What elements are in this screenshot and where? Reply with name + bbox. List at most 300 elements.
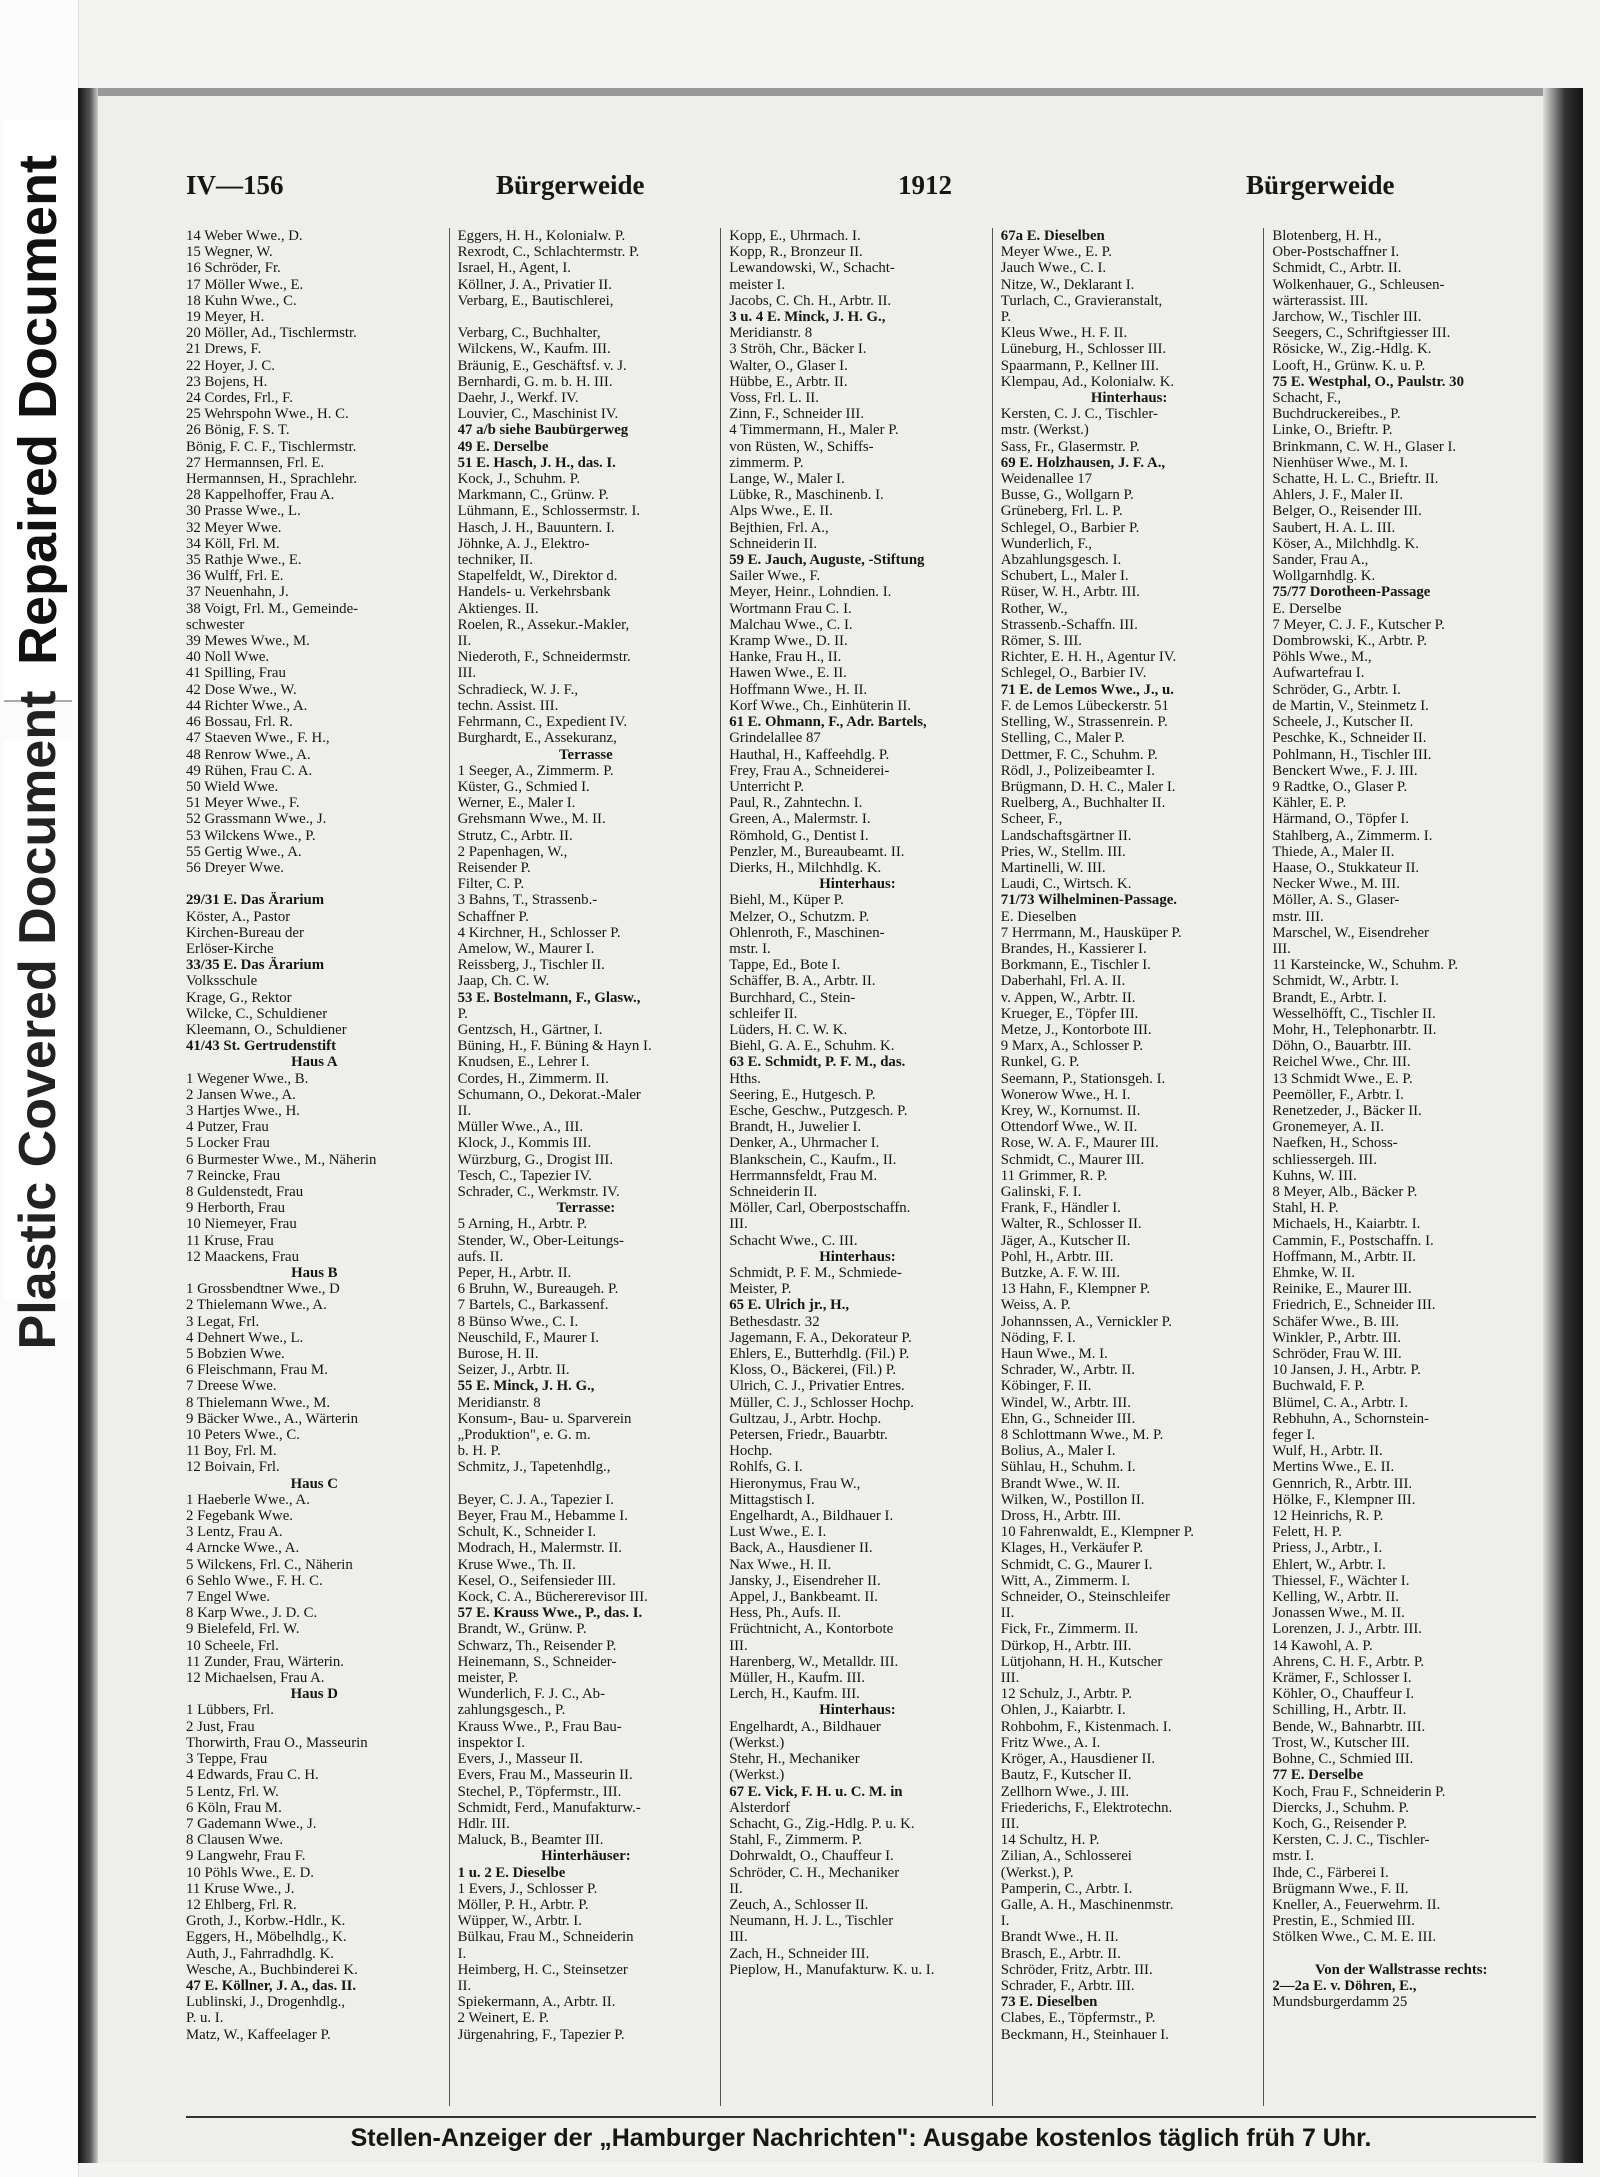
directory-entry: 48 Renrow Wwe., A. xyxy=(186,746,311,763)
directory-entry: Beyer, Frau M., Hebamme I. xyxy=(457,1508,628,1525)
directory-entry: Galle, A. H., Maschinenmstr. xyxy=(1000,1896,1174,1913)
directory-entry: Strutz, C., Arbtr. II. xyxy=(457,827,573,844)
directory-entry: 59 E. Jauch, Auguste, -Stiftung xyxy=(729,552,925,569)
directory-entry: 11 Kruse Wwe., J. xyxy=(186,1880,295,1897)
directory-entry: Stelling, W., Strassenrein. P. xyxy=(1000,714,1168,731)
directory-entry: Jarchow, W., Tischler III. xyxy=(1272,309,1422,326)
page-right-edge xyxy=(1543,88,1583,2163)
directory-entry: Denker, A., Uhrmacher I. xyxy=(729,1135,880,1152)
directory-entry: Marschel, W., Eisendreher xyxy=(1272,924,1429,941)
directory-entry: 55 Gertig Wwe., A. xyxy=(186,843,302,860)
directory-entry: Lühmann, E., Schlossermstr. I. xyxy=(457,503,641,520)
directory-entry xyxy=(458,1476,715,1492)
directory-entry: Thiede, A., Maler II. xyxy=(1272,843,1395,860)
directory-entry: Pohl, H., Arbtr. III. xyxy=(1000,1248,1114,1265)
directory-entry: 52 Grassmann Wwe., J. xyxy=(186,811,327,828)
directory-entry: Biehl, M., Küper P. xyxy=(729,892,844,909)
directory-entry: Penzler, M., Bureaubeamt. II. xyxy=(729,843,905,860)
directory-entry: Krueger, E., Töpfer III. xyxy=(1000,1005,1139,1022)
sidebar-margin xyxy=(0,0,79,2177)
directory-entry: Römhold, G., Dentist I. xyxy=(729,827,869,844)
directory-entry: Evers, Frau M., Masseurin II. xyxy=(457,1767,633,1784)
plastic-covered-tag xyxy=(4,690,72,1350)
directory-entry: II. xyxy=(1000,1605,1015,1622)
page-header xyxy=(186,170,1536,210)
directory-entry: wärterassist. III. xyxy=(1272,292,1369,309)
directory-entry: E. Dieselben xyxy=(1000,908,1077,925)
directory-entry: mstr. I. xyxy=(729,940,771,957)
directory-entry: Köster, A., Pastor xyxy=(186,908,291,925)
directory-entry: Schult, K., Schneider I. xyxy=(457,1524,597,1541)
directory-entry: Buchdruckereibes., P. xyxy=(1272,406,1401,423)
directory-entry: (Werkst.) xyxy=(729,1734,785,1751)
directory-entry: Dombrowski, K., Arbtr. P. xyxy=(1272,633,1427,650)
directory-entry: Bohne, C., Schmied III. xyxy=(1272,1751,1414,1768)
directory-entry: Blümel, C. A., Arbtr. I. xyxy=(1272,1394,1409,1411)
directory-entry: Stender, W., Ober-Leitungs- xyxy=(457,1232,624,1249)
directory-entry: aufs. II. xyxy=(457,1248,504,1265)
directory-entry: Nöding, F. I. xyxy=(1000,1329,1076,1346)
directory-entry: Verbarg, C., Buchhalter, xyxy=(457,325,601,342)
directory-entry: Sühlau, H., Schuhm. I. xyxy=(1000,1459,1136,1476)
directory-entry: 11 Karsteincke, W., Schuhm. P. xyxy=(1272,957,1459,974)
directory-entry: „Produktion", e. G. m. xyxy=(457,1427,591,1444)
directory-entry: 12 Heinrichs, R. P. xyxy=(1272,1508,1384,1525)
directory-entry: 14 Schultz, H. P. xyxy=(1000,1832,1100,1849)
directory-entry: Haus C xyxy=(290,1475,338,1492)
directory-entry: 57 E. Krauss Wwe., P., das. I. xyxy=(457,1605,643,1622)
directory-entry: 3 Legat, Frl. xyxy=(186,1313,260,1330)
directory-entry: Schrader, C., Werkmstr. IV. xyxy=(457,1183,620,1200)
directory-entry: Amelow, W., Maurer I. xyxy=(457,940,595,957)
directory-entry: 8 Guldenstedt, Frau xyxy=(186,1183,304,1200)
directory-entry: Wüpper, W., Arbtr. I. xyxy=(457,1913,582,1930)
directory-entry: Schmidt, Ferd., Manufakturw.- xyxy=(457,1799,641,1816)
directory-entry: Galinski, F. I. xyxy=(1000,1183,1082,1200)
directory-entry: inspektor I. xyxy=(457,1734,525,1751)
directory-entry: Gultzau, J., Arbtr. Hochp. xyxy=(729,1410,882,1427)
directory-entry: 51 E. Hasch, J. H., das. I. xyxy=(457,454,616,471)
directory-entry: 53 E. Bostelmann, F., Glasw., xyxy=(457,989,641,1006)
directory-entry: Louvier, C., Maschinist IV. xyxy=(457,406,619,423)
directory-entry: Cammin, F., Postschaffn. I. xyxy=(1272,1232,1434,1249)
directory-entry: 13 Schmidt Wwe., E. P. xyxy=(1272,1070,1413,1087)
directory-entry: 7 Reincke, Frau xyxy=(186,1167,281,1184)
directory-entry: Rebhuhn, A., Schornstein- xyxy=(1272,1410,1429,1427)
directory-entry: 51 Meyer Wwe., F. xyxy=(186,795,300,812)
column-3 xyxy=(729,228,993,2106)
directory-entry: Jöhnke, A. J., Elektro- xyxy=(457,535,590,552)
directory-entry: Schröder, Fritz, Arbtr. III. xyxy=(1000,1961,1153,1978)
directory-entry: Engelhardt, A., Bildhauer I. xyxy=(729,1508,894,1525)
directory-entry: Michaels, H., Kaiarbtr. I. xyxy=(1272,1216,1421,1233)
directory-entry: Pieplow, H., Manufakturw. K. u. I. xyxy=(729,1961,935,1978)
directory-entry: Buchwald, F. P. xyxy=(1272,1378,1365,1395)
footer-advert: Stellen-Anzeiger der „Hamburger Nachrichten": Ausgabe kostenlos täglich früh 7 Uhr. xyxy=(350,2124,1372,2152)
directory-entry: Müller Wwe., A., III. xyxy=(457,1119,584,1136)
directory-entry: Laudi, C., Wirtsch. K. xyxy=(1000,876,1132,893)
directory-entry: techniker, II. xyxy=(457,552,534,569)
directory-entry: 2 Fegebank Wwe. xyxy=(186,1508,293,1525)
directory-entry: Jonassen Wwe., M. II. xyxy=(1272,1605,1405,1622)
directory-entry: 25 Wehrspohn Wwe., H. C. xyxy=(186,406,349,423)
directory-entry: Kock, J., Schuhm. P. xyxy=(457,471,581,488)
directory-entry: Hths. xyxy=(729,1070,761,1087)
directory-entry: Schacht Wwe., C. III. xyxy=(729,1232,858,1249)
directory-entry: Stelling, C., Maler P. xyxy=(1000,730,1125,747)
directory-entry: mstr. I. xyxy=(1272,1848,1314,1865)
directory-entry: Kopp, R., Bronzeur II. xyxy=(729,244,863,261)
directory-entry: Hauthal, H., Kaffeehdlg. P. xyxy=(729,746,890,763)
directory-entry: Krage, G., Rektor xyxy=(186,989,292,1006)
directory-entry: Wulf, H., Arbtr. II. xyxy=(1272,1443,1383,1460)
directory-entry: II. xyxy=(457,1102,472,1119)
directory-entry: Gennrich, R., Arbtr. III. xyxy=(1272,1475,1413,1492)
directory-entry: Rexrodt, C., Schlachtermstr. P. xyxy=(457,244,640,261)
directory-entry: Jauch Wwe., C. I. xyxy=(1000,260,1107,277)
directory-entry: 24 Cordes, Frl., F. xyxy=(186,390,293,407)
directory-entry: 8 Bünso Wwe., C. I. xyxy=(457,1313,579,1330)
directory-entry: Felett, H. P. xyxy=(1272,1524,1342,1541)
directory-entry: 6 Fleischmann, Frau M. xyxy=(186,1362,328,1379)
directory-entry: 30 Prasse Wwe., L. xyxy=(186,503,301,520)
directory-entry: 33/35 E. Das Ärarium xyxy=(186,957,325,974)
directory-entry: Hölke, F., Klempner III. xyxy=(1272,1491,1416,1508)
directory-entry: v. Appen, W., Arbtr. II. xyxy=(1000,989,1136,1006)
directory-entry: Küster, G., Schmied I. xyxy=(457,778,590,795)
directory-entry: Verbarg, E., Bautischlerei, xyxy=(457,292,614,309)
directory-entry: Diercks, J., Schuhm. P. xyxy=(1272,1799,1409,1816)
directory-entry: Haus B xyxy=(291,1265,338,1281)
directory-entry: 4 Edwards, Frau C. H. xyxy=(186,1767,319,1784)
directory-entry: Zach, H., Schneider III. xyxy=(729,1945,870,1962)
directory-entry: Hoffmann Wwe., H. II. xyxy=(729,681,868,698)
directory-entry: Eggers, H., Möbelhdlg., K. xyxy=(186,1929,347,1946)
directory-entry: Lerch, H., Kaufm. III. xyxy=(729,1686,860,1703)
directory-entry: Lange, W., Maler I. xyxy=(729,471,845,488)
directory-entry: P. u. I. xyxy=(186,2010,224,2027)
directory-entry: P. xyxy=(1000,309,1012,326)
directory-entry: 12 Schulz, J., Arbtr. P. xyxy=(1000,1686,1132,1703)
street-name-left: Bürgerweide xyxy=(496,170,645,200)
directory-entry: III. xyxy=(729,1637,748,1654)
directory-entry: Sander, Frau A., xyxy=(1272,552,1369,569)
directory-entry: Kruse Wwe., Th. II. xyxy=(457,1556,576,1573)
directory-entry: I. xyxy=(457,1945,467,1962)
directory-entry: Müller, H., Kaufm. III. xyxy=(729,1670,866,1687)
directory-entry: Stölken Wwe., C. M. E. III. xyxy=(1272,1929,1437,1946)
directory-entry: Biehl, G. A. E., Schuhm. K. xyxy=(729,1038,895,1055)
directory-entry: Koch, Frau F., Schneiderin P. xyxy=(1272,1783,1446,1800)
page-number: IV—156 xyxy=(186,170,284,200)
directory-entry: Ahlers, J. F., Maler II. xyxy=(1272,487,1404,504)
directory-entry: von Rüsten, W., Schiffs- xyxy=(729,438,874,455)
directory-entry: Jagemann, F. A., Dekorateur P. xyxy=(729,1329,912,1346)
directory-entry: Winkler, P., Arbtr. III. xyxy=(1272,1329,1402,1346)
directory-entry: Brandt, W., Grünw. P. xyxy=(457,1621,587,1638)
directory-entry: 13 Hahn, F., Klempner P. xyxy=(1000,1281,1151,1298)
directory-entry: 12 Boivain, Frl. xyxy=(186,1459,280,1476)
directory-entry: Brügmann Wwe., F. II. xyxy=(1272,1880,1409,1897)
directory-entry: 6 Köln, Frau M. xyxy=(186,1799,282,1816)
directory-entry: 37 Neuenhahn, J. xyxy=(186,584,289,601)
directory-entry: Evers, J., Masseur II. xyxy=(457,1751,583,1768)
directory-entry: Daehr, J., Werkf. IV. xyxy=(457,390,579,407)
directory-entry: 26 Bönig, F. S. T. xyxy=(186,422,290,439)
directory-entry: Reinike, E., Maurer III. xyxy=(1272,1281,1412,1298)
directory-entry: Schneiderin II. xyxy=(729,535,818,552)
directory-entry: 14 Weber Wwe., D. xyxy=(186,228,303,244)
directory-entry: Haase, O., Stukkateur II. xyxy=(1272,859,1420,876)
directory-entry: Bejthien, Frl. A., xyxy=(729,519,829,536)
directory-entry: 46 Bossau, Frl. R. xyxy=(186,714,293,731)
directory-entry: Schröder, C. H., Mechaniker xyxy=(729,1864,900,1881)
directory-entry: Lorenzen, J. J., Arbtr. III. xyxy=(1272,1621,1422,1638)
directory-entry: Lübke, R., Maschinenb. I. xyxy=(729,487,884,504)
directory-entry: 67 E. Vick, F. H. u. C. M. in xyxy=(729,1783,903,1800)
column-4 xyxy=(1001,228,1265,2106)
directory-entry: 10 Jansen, J. H., Arbtr. P. xyxy=(1272,1362,1421,1379)
directory-entry: Zilian, A., Schlosserei xyxy=(1000,1848,1132,1865)
directory-entry: Israel, H., Agent, I. xyxy=(457,260,572,277)
directory-entry: Wortmann Frau C. I. xyxy=(729,600,852,617)
directory-entry: Stehr, H., Mechaniker xyxy=(729,1751,860,1768)
directory-entry: 11 Kruse, Frau xyxy=(186,1232,274,1249)
directory-entry: Möller, Carl, Oberpostschaffn. xyxy=(729,1200,911,1217)
directory-entry: Hochp. xyxy=(729,1443,773,1460)
directory-entry: Fritz Wwe., A. I. xyxy=(1000,1734,1101,1751)
directory-entry: 1 Grossbendtner Wwe., D xyxy=(186,1281,340,1298)
directory-entry: Hdlr. III. xyxy=(457,1815,510,1832)
directory-entry: Hieronymus, Frau W., xyxy=(729,1475,861,1492)
directory-entry: Mertins Wwe., E. II. xyxy=(1272,1459,1395,1476)
directory-entry: Priess, J., Arbtr., I. xyxy=(1272,1540,1383,1557)
directory-entry: Renetzeder, J., Bäcker II. xyxy=(1272,1102,1422,1119)
directory-entry: 1 Wegener Wwe., B. xyxy=(186,1070,309,1087)
directory-entry: Klages, H., Verkäufer P. xyxy=(1000,1540,1144,1557)
footer-rule xyxy=(186,2116,1536,2118)
directory-entry: Lewandowski, W., Schacht- xyxy=(729,260,895,277)
directory-entry: Reichel Wwe., Chr. III. xyxy=(1272,1054,1411,1071)
directory-entry: Grehsmann Wwe., M. II. xyxy=(457,811,606,828)
directory-entry: Kramp Wwe., D. II. xyxy=(729,633,848,650)
directory-entry: techn. Assist. III. xyxy=(457,697,559,714)
directory-entry: 73 E. Dieselben xyxy=(1000,1994,1098,2011)
directory-entry: Stechel, P., Töpfermstr., III. xyxy=(457,1783,622,1800)
directory-entry: Dohrwaldt, O., Chauffeur I. xyxy=(729,1848,894,1865)
directory-entry: 10 Fahrenwaldt, E., Klempner P. xyxy=(1000,1524,1194,1541)
directory-entry: Roelen, R., Assekur.-Makler, xyxy=(457,616,630,633)
directory-entry: 55 E. Minck, J. H. G., xyxy=(457,1378,595,1395)
directory-entry: Pamperin, C., Arbtr. I. xyxy=(1000,1880,1133,1897)
directory-entry: Kleus Wwe., H. F. II. xyxy=(1000,325,1128,342)
directory-entry: 9 Bielefeld, Frl. W. xyxy=(186,1621,300,1638)
directory-entry: 10 Pöhls Wwe., E. D. xyxy=(186,1864,314,1881)
directory-entry: Spiekermann, A., Arbtr. II. xyxy=(457,1994,616,2011)
directory-entry: Kuhns, W. III. xyxy=(1272,1167,1357,1184)
directory-entry: 7 Dreese Wwe. xyxy=(186,1378,277,1395)
directory-entry: Beckmann, H., Steinhauer I. xyxy=(1000,2026,1169,2043)
directory-entry: feger I. xyxy=(1272,1427,1316,1444)
directory-entry: Rösicke, W., Zig.-Hdlg. K. xyxy=(1272,341,1432,358)
directory-entry: Krämer, F., Schlosser I. xyxy=(1272,1670,1412,1687)
directory-entry: Linke, O., Brieftr. P. xyxy=(1272,422,1393,439)
directory-entry: Frank, F., Händler I. xyxy=(1000,1200,1121,1217)
directory-entry: Erlöser-Kirche xyxy=(186,940,274,957)
directory-entry: Borkmann, E., Tischler I. xyxy=(1000,957,1151,974)
directory-entry: Hinterhäuser: xyxy=(541,1848,631,1865)
directory-entry: Green, A., Malermstr. I. xyxy=(729,811,871,828)
directory-entry: 4 Timmermann, H., Maler P. xyxy=(729,422,899,439)
directory-entry: Zinn, F., Schneider III. xyxy=(729,406,865,423)
scanned-page xyxy=(78,88,1583,2163)
directory-entry: Köhler, O., Chauffeur I. xyxy=(1272,1686,1415,1703)
directory-entry: Butzke, A. F. W. III. xyxy=(1000,1265,1121,1281)
directory-entry: Necker Wwe., M. III. xyxy=(1272,876,1400,893)
page-top-edge xyxy=(78,88,1583,96)
directory-entry: Hinterhaus: xyxy=(819,1702,896,1719)
directory-entry: Scheele, J., Kutscher II. xyxy=(1272,714,1414,731)
directory-entry: Schilling, H., Arbtr. II. xyxy=(1272,1702,1407,1719)
directory-entry: Paul, R., Zahntechn. I. xyxy=(729,795,863,812)
directory-entry: Wonerow Wwe., H. I. xyxy=(1000,1086,1131,1103)
directory-entry: Hübbe, E., Arbtr. II. xyxy=(729,373,848,390)
directory-entry: 2 Weinert, E. P. xyxy=(457,2010,550,2027)
directory-entry: 56 Dreyer Wwe. xyxy=(186,859,284,876)
directory-entry: Daberhahl, Frl. A. II. xyxy=(1000,973,1126,990)
directory-entry: Hermannsen, H., Sprachlehr. xyxy=(186,471,357,488)
directory-entry: II. xyxy=(729,1880,743,1897)
directory-entry: Köbinger, F. II. xyxy=(1000,1378,1092,1395)
directory-entry: III. xyxy=(729,1929,748,1946)
directory-entry: Brandt Wwe., H. II. xyxy=(1000,1929,1119,1946)
directory-entry: Weidenallee 17 xyxy=(1000,471,1093,488)
directory-entry: Schaffner P. xyxy=(457,908,529,925)
directory-entry: 20 Möller, Ad., Tischlermstr. xyxy=(186,325,357,342)
directory-entry: Blotenberg, H. H., xyxy=(1272,228,1382,244)
directory-entry: 41/43 St. Gertrudenstift xyxy=(186,1038,337,1055)
directory-entry: 10 Scheele, Frl. xyxy=(186,1637,279,1654)
directory-entry: Aktienges. II. xyxy=(457,600,539,617)
directory-entry: Pöhls Wwe., M., xyxy=(1272,649,1372,666)
directory-entry: Gentzsch, H., Gärtner, I. xyxy=(457,1021,603,1038)
directory-entry: Fehrmann, C., Expedient IV. xyxy=(457,714,628,731)
directory-entry: Wunderlich, F., xyxy=(1000,535,1092,552)
directory-entry: Bülkau, Frau M., Schneiderin xyxy=(457,1929,634,1946)
directory-entry: mstr. III. xyxy=(1272,908,1324,925)
column-1 xyxy=(186,228,450,2106)
directory-entry: Fick, Fr., Zimmerm. II. xyxy=(1000,1621,1139,1638)
directory-entry: Metze, J., Kontorbote III. xyxy=(1000,1021,1152,1038)
directory-entry: Kock, C. A., Büchererevisor III. xyxy=(457,1589,648,1606)
directory-entry: Haus A xyxy=(291,1054,338,1071)
directory-entry: Frey, Frau A., Schneiderei- xyxy=(729,762,890,779)
directory-entry: Römer, S. III. xyxy=(1000,633,1082,650)
directory-entry: 2 Thielemann Wwe., A. xyxy=(186,1297,327,1314)
directory-entry: Lublinski, J., Drogenhdlg., xyxy=(186,1994,346,2011)
directory-entry: Korf Wwe., Ch., Einhüterin II. xyxy=(729,697,911,714)
directory-entry: 44 Richter Wwe., A. xyxy=(186,697,308,714)
directory-entry: Reissberg, J., Tischler II. xyxy=(457,957,605,974)
directory-entry: 75 E. Westphal, O., Paulstr. 30 xyxy=(1272,373,1464,390)
directory-entry: 1 u. 2 E. Dieselbe xyxy=(457,1864,566,1881)
directory-entry: 22 Hoyer, J. C. xyxy=(186,357,276,374)
directory-entry: Dross, H., Arbtr. III. xyxy=(1000,1508,1121,1525)
directory-entry: Belger, O., Reisender III. xyxy=(1272,503,1422,520)
directory-entry: 61 E. Ohmann, F., Adr. Bartels, xyxy=(729,714,927,731)
directory-entry: Stahl, H. P. xyxy=(1272,1200,1339,1217)
directory-entry: b. H. P. xyxy=(457,1443,501,1460)
directory-entry: Burchhard, C., Stein- xyxy=(729,989,856,1006)
directory-entry: Lüneburg, H., Schlosser III. xyxy=(1000,341,1167,358)
directory-entry: Kirchen-Bureau der xyxy=(186,924,304,941)
directory-entry: 10 Niemeyer, Frau xyxy=(186,1216,297,1233)
directory-entry: Rohbohm, F., Kistenmach. I. xyxy=(1000,1718,1172,1735)
directory-entry: Schatte, H. L. C., Brieftr. II. xyxy=(1272,471,1439,488)
directory-entry: 3 u. 4 E. Minck, J. H. G., xyxy=(729,309,886,326)
directory-entry: Mohr, H., Telephonarbtr. II. xyxy=(1272,1021,1437,1038)
directory-entry: Kersten, C. J. C., Tischler- xyxy=(1272,1832,1430,1849)
directory-entry: III. xyxy=(1000,1670,1020,1687)
directory-entry: Alps Wwe., E. II. xyxy=(729,503,833,520)
directory-columns xyxy=(186,228,1536,2106)
directory-entry: Brinkmann, C. W. H., Glaser I. xyxy=(1272,438,1457,455)
directory-entry: meister I. xyxy=(729,276,786,293)
directory-entry: 5 Wilckens, Frl. C., Näherin xyxy=(186,1556,353,1573)
directory-entry: Köllner, J. A., Privatier II. xyxy=(457,276,612,293)
directory-entry: 4 Dehnert Wwe., L. xyxy=(186,1329,304,1346)
directory-entry: Niederoth, F., Schneidermstr. xyxy=(457,649,631,666)
directory-entry: Spaarmann, P., Kellner III. xyxy=(1000,357,1159,374)
directory-entry: Runkel, G. P. xyxy=(1000,1054,1080,1071)
directory-entry: 75/77 Dorotheen-Passage xyxy=(1272,584,1431,601)
directory-entry: Terrasse xyxy=(559,746,613,763)
directory-entry: Mundsburgerdamm 25 xyxy=(1272,1994,1408,2011)
directory-entry: Wunderlich, F. J. C., Ab- xyxy=(457,1686,606,1703)
directory-entry: Jacobs, C. Ch. H., Arbtr. II. xyxy=(729,292,892,309)
directory-entry: Schneiderin II. xyxy=(729,1183,818,1200)
directory-entry: Burghardt, E., Assekuranz, xyxy=(457,730,617,747)
repaired-document-tag xyxy=(4,120,72,702)
directory-entry: Bethesdastr. 32 xyxy=(729,1313,820,1330)
directory-entry: Pohlmann, H., Tischler III. xyxy=(1272,746,1432,763)
directory-entry: Thorwirth, Frau O., Masseurin xyxy=(186,1734,368,1751)
directory-entry: Mittagstisch I. xyxy=(729,1491,815,1508)
directory-entry: Peper, H., Arbtr. II. xyxy=(457,1265,572,1281)
directory-entry: 41 Spilling, Frau xyxy=(186,665,286,682)
directory-entry: Jaap, Ch. C. W. xyxy=(457,973,550,990)
directory-entry: Dürkop, H., Arbtr. III. xyxy=(1000,1637,1132,1654)
directory-entry: Krey, W., Kornumst. II. xyxy=(1000,1102,1141,1119)
directory-entry: Walter, O., Glaser I. xyxy=(729,357,848,374)
directory-entry: Abzahlungsgesch. I. xyxy=(1000,552,1122,569)
directory-entry: Alsterdorf xyxy=(729,1799,791,1816)
directory-entry: 65 E. Ulrich jr., H., xyxy=(729,1297,850,1314)
directory-entry: Schäffer, B. A., Arbtr. II. xyxy=(729,973,876,990)
directory-entry: Schröder, G., Arbtr. I. xyxy=(1272,681,1401,698)
directory-entry: 9 Langwehr, Frau F. xyxy=(186,1848,306,1865)
directory-entry: 7 Bartels, C., Barkassenf. xyxy=(457,1297,609,1314)
directory-entry: Kloss, O., Bäckerei, (Fil.) P. xyxy=(729,1362,897,1379)
directory-entry: Friederichs, F., Elektrotechn. xyxy=(1000,1799,1173,1816)
directory-entry xyxy=(1272,1946,1530,1962)
directory-entry: schleifer II. xyxy=(729,1005,798,1022)
directory-entry: Möller, A. S., Glaser- xyxy=(1272,892,1400,909)
directory-entry: 15 Wegner, W. xyxy=(186,244,273,261)
directory-entry: Knudsen, E., Lehrer I. xyxy=(457,1054,590,1071)
directory-entry: Hawen Wwe., E. II. xyxy=(729,665,847,682)
directory-entry: Härmand, O., Töpfer I. xyxy=(1272,811,1409,828)
